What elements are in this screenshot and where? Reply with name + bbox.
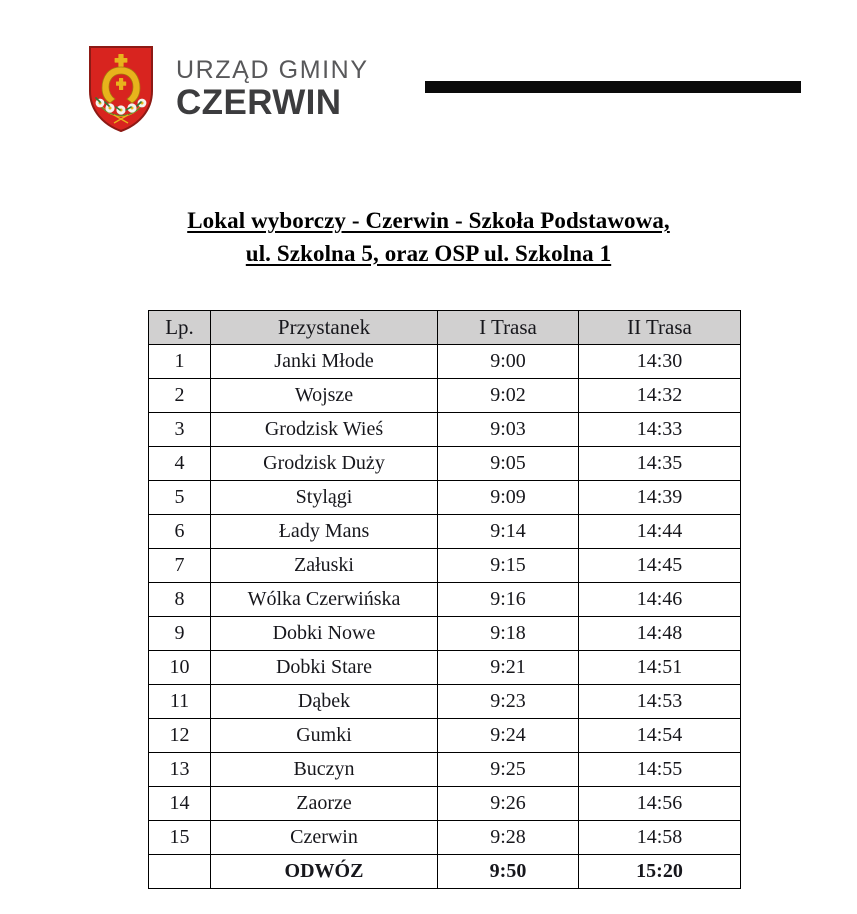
table-row xyxy=(149,379,741,413)
table-row xyxy=(149,447,741,481)
route1-time-cell: 9:09 xyxy=(438,481,579,515)
return-trip-label-cell: ODWÓZ xyxy=(211,855,438,889)
table-row xyxy=(149,821,741,855)
route2-time-cell: 14:35 xyxy=(579,447,741,481)
stop-name-cell: Buczyn xyxy=(211,753,438,787)
table-row xyxy=(149,685,741,719)
table-row xyxy=(149,651,741,685)
route1-time-cell: 9:24 xyxy=(438,719,579,753)
table-row xyxy=(149,549,741,583)
column-header-route2: II Trasa xyxy=(579,311,741,345)
organization-logo xyxy=(88,45,369,133)
route2-time-cell: 14:39 xyxy=(579,481,741,515)
stop-name-cell: Grodzisk Wieś xyxy=(211,413,438,447)
page-title-line-2-text: ul. Szkolna 5, oraz OSP ul. Szkolna 1 xyxy=(245,240,612,266)
route2-time-cell: 14:33 xyxy=(579,413,741,447)
table-body xyxy=(149,345,741,889)
page-title xyxy=(0,205,857,270)
row-index-cell: 2 xyxy=(149,379,211,413)
page-header xyxy=(0,0,857,160)
return-route2-time-cell: 15:20 xyxy=(579,855,741,889)
stop-name-cell: Zaorze xyxy=(211,787,438,821)
row-index-cell: 9 xyxy=(149,617,211,651)
route2-time-cell: 14:58 xyxy=(579,821,741,855)
route1-time-cell: 9:21 xyxy=(438,651,579,685)
stop-name-cell: Dobki Stare xyxy=(211,651,438,685)
table-row xyxy=(149,413,741,447)
stop-name-cell: Załuski xyxy=(211,549,438,583)
row-index-cell: 12 xyxy=(149,719,211,753)
row-index-cell xyxy=(149,855,211,889)
header-divider-bar xyxy=(425,81,801,93)
table-header xyxy=(149,311,741,345)
route1-time-cell: 9:05 xyxy=(438,447,579,481)
route1-time-cell: 9:18 xyxy=(438,617,579,651)
table-row-total xyxy=(149,855,741,889)
route1-time-cell: 9:25 xyxy=(438,753,579,787)
stop-name-cell: Wojsze xyxy=(211,379,438,413)
table-row xyxy=(149,345,741,379)
organization-line-2: CZERWIN xyxy=(176,82,342,122)
row-index-cell: 13 xyxy=(149,753,211,787)
row-index-cell: 7 xyxy=(149,549,211,583)
table-row xyxy=(149,515,741,549)
row-index-cell: 11 xyxy=(149,685,211,719)
route2-time-cell: 14:44 xyxy=(579,515,741,549)
stop-name-cell: Stylągi xyxy=(211,481,438,515)
bus-schedule-table xyxy=(148,310,741,889)
table-row xyxy=(149,617,741,651)
route1-time-cell: 9:16 xyxy=(438,583,579,617)
stop-name-cell: Gumki xyxy=(211,719,438,753)
row-index-cell: 6 xyxy=(149,515,211,549)
route2-time-cell: 14:46 xyxy=(579,583,741,617)
return-route1-time-cell: 9:50 xyxy=(438,855,579,889)
stop-name-cell: Dąbek xyxy=(211,685,438,719)
route2-time-cell: 14:48 xyxy=(579,617,741,651)
route2-time-cell: 14:55 xyxy=(579,753,741,787)
schedule-table-container xyxy=(148,310,740,889)
route1-time-cell: 9:26 xyxy=(438,787,579,821)
stop-name-cell: Wólka Czerwińska xyxy=(211,583,438,617)
table-row xyxy=(149,719,741,753)
column-header-lp: Lp. xyxy=(149,311,211,345)
organization-name xyxy=(176,57,369,122)
table-row xyxy=(149,583,741,617)
route2-time-cell: 14:45 xyxy=(579,549,741,583)
page-title-line-1-text: Lokal wyborczy - Czerwin - Szkoła Podstawowa, xyxy=(187,208,670,233)
stop-name-cell: Grodzisk Duży xyxy=(211,447,438,481)
column-header-route1: I Trasa xyxy=(438,311,579,345)
route1-time-cell: 9:03 xyxy=(438,413,579,447)
page-title-line-2 xyxy=(0,238,857,271)
route1-time-cell: 9:23 xyxy=(438,685,579,719)
route1-time-cell: 9:15 xyxy=(438,549,579,583)
table-row xyxy=(149,787,741,821)
route2-time-cell: 14:54 xyxy=(579,719,741,753)
row-index-cell: 1 xyxy=(149,345,211,379)
route2-time-cell: 14:56 xyxy=(579,787,741,821)
row-index-cell: 3 xyxy=(149,413,211,447)
route1-time-cell: 9:00 xyxy=(438,345,579,379)
stop-name-cell: Janki Młode xyxy=(211,345,438,379)
route2-time-cell: 14:53 xyxy=(579,685,741,719)
row-index-cell: 15 xyxy=(149,821,211,855)
stop-name-cell: Łady Mans xyxy=(211,515,438,549)
table-row xyxy=(149,753,741,787)
row-index-cell: 5 xyxy=(149,481,211,515)
coat-of-arms-icon xyxy=(88,45,154,133)
route2-time-cell: 14:32 xyxy=(579,379,741,413)
row-index-cell: 14 xyxy=(149,787,211,821)
stop-name-cell: Dobki Nowe xyxy=(211,617,438,651)
page-title-line-1 xyxy=(0,205,857,238)
route1-time-cell: 9:14 xyxy=(438,515,579,549)
row-index-cell: 4 xyxy=(149,447,211,481)
route2-time-cell: 14:51 xyxy=(579,651,741,685)
table-header-row xyxy=(149,311,741,345)
organization-line-1: URZĄD GMINY xyxy=(176,55,369,84)
row-index-cell: 8 xyxy=(149,583,211,617)
row-index-cell: 10 xyxy=(149,651,211,685)
route1-time-cell: 9:28 xyxy=(438,821,579,855)
route1-time-cell: 9:02 xyxy=(438,379,579,413)
column-header-stop: Przystanek xyxy=(211,311,438,345)
table-row xyxy=(149,481,741,515)
route2-time-cell: 14:30 xyxy=(579,345,741,379)
stop-name-cell: Czerwin xyxy=(211,821,438,855)
